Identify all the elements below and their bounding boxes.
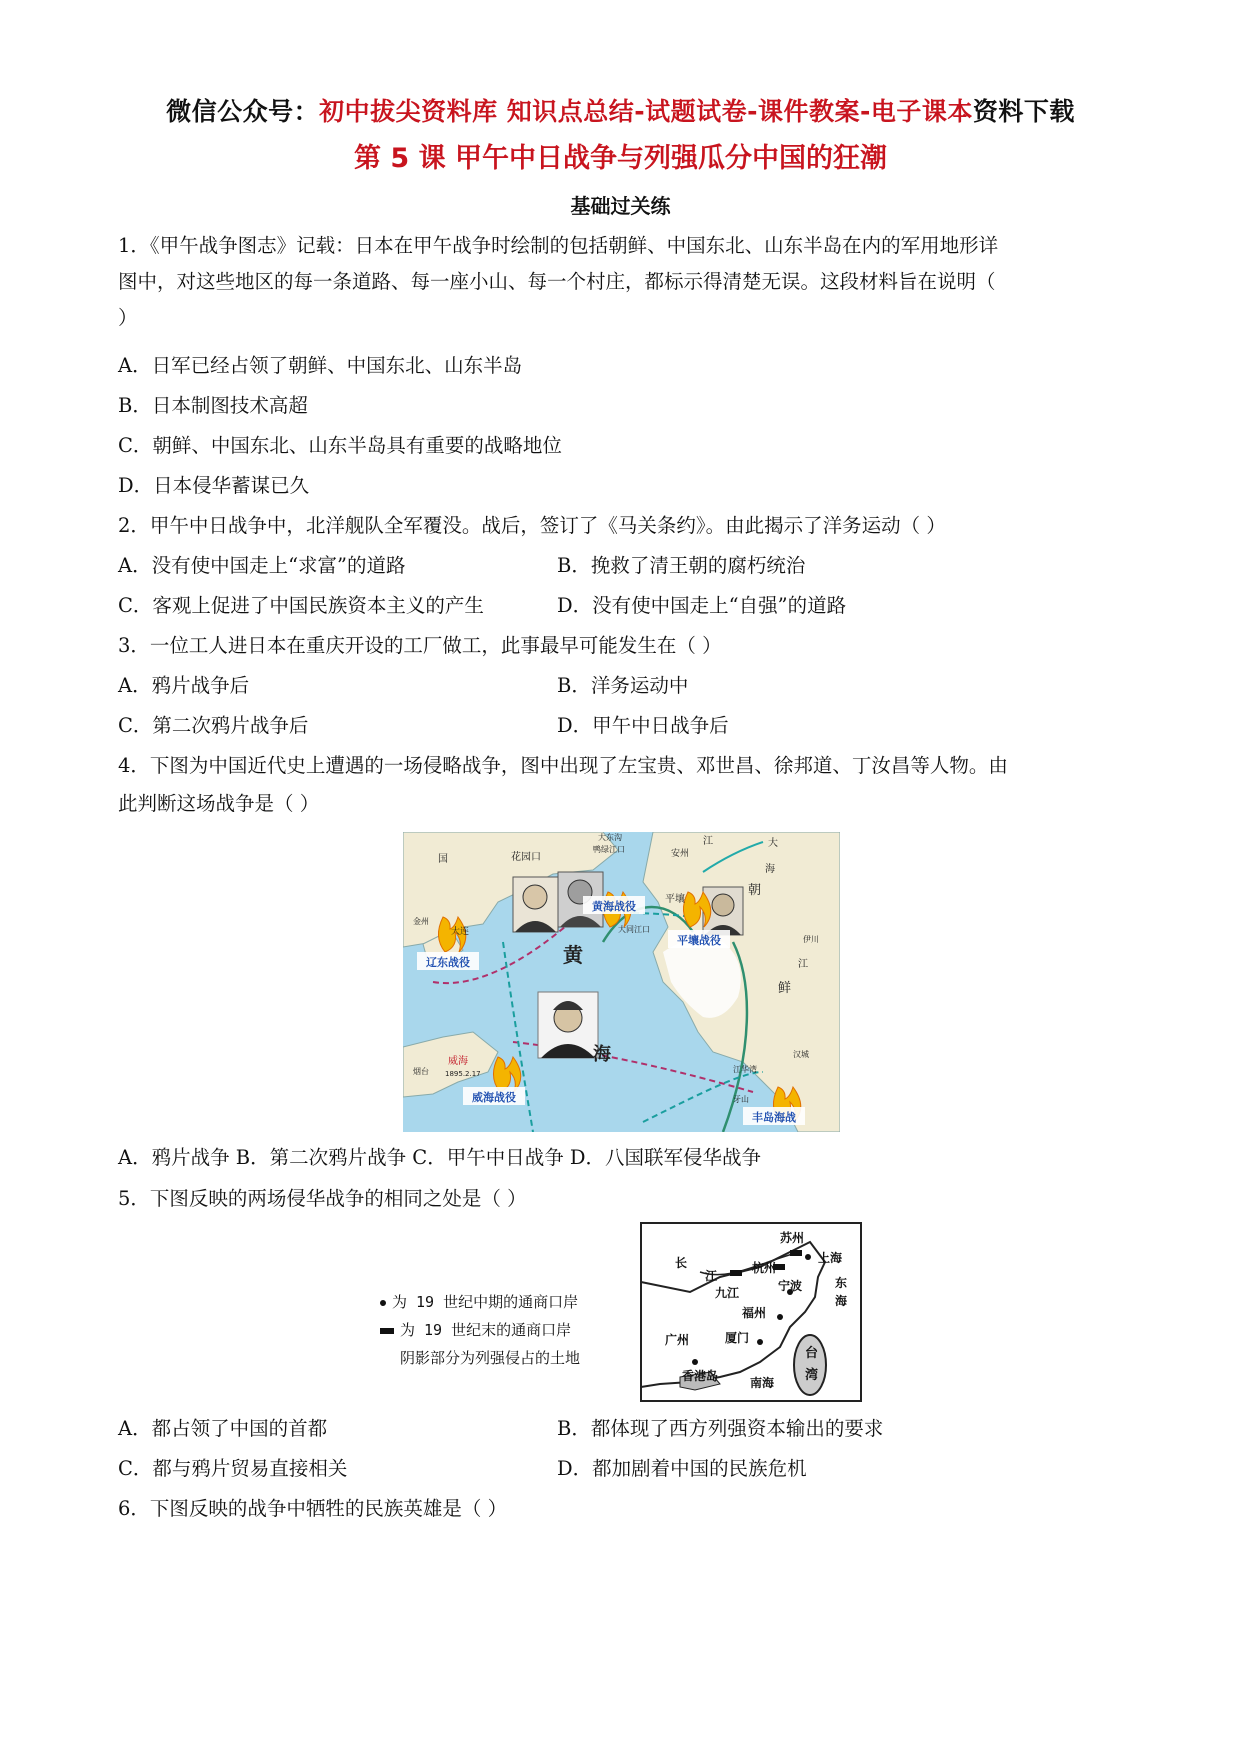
label-ningbo: 宁波 — [778, 1279, 803, 1293]
legend-item-shaded: 阴影部分为列强侵占的土地 — [400, 1349, 581, 1367]
label-huayuankou: 花园口 — [511, 852, 541, 863]
figure-5-legend — [380, 1288, 580, 1372]
label-jiang-2: 江 — [798, 959, 808, 970]
label-yantai: 烟台 — [413, 1067, 429, 1076]
label-guangzhou: 广州 — [665, 1333, 690, 1347]
question-1-line-2: 图中，对这些地区的每一条道路、每一座小山、每一个村庄，都标示得清楚无误。这段材料旨在说明（ — [118, 270, 996, 293]
legend-item-late-century: 为 19 世纪末的通商口岸 — [380, 1316, 580, 1344]
label-tai: 台 — [805, 1346, 819, 1361]
label-xiamen: 厦门 — [725, 1331, 750, 1345]
label-suzhou: 苏州 — [780, 1231, 805, 1245]
sea-label-1: 黄 — [563, 943, 583, 967]
label-dadonggou: 大东沟 — [598, 833, 622, 842]
label-date: 1895.2.17 — [445, 1070, 481, 1078]
question-4-line-2: 此判断这场战争是（ ） — [118, 792, 320, 815]
label-jiang: 江 — [705, 1269, 718, 1283]
question-1-line-3: ） — [118, 306, 138, 329]
question-3-option-d: D．甲午中日战争后 — [557, 714, 729, 737]
question-3-option-c: C．第二次鸦片战争后 — [118, 714, 309, 737]
section-title: 基础过关练 — [570, 194, 671, 218]
dot-marker-icon — [380, 1300, 386, 1306]
port-jiujiang — [730, 1270, 742, 1276]
port-fuzhou — [777, 1314, 783, 1320]
rect-marker-icon — [380, 1328, 394, 1334]
label-yashan: 牙山 — [733, 1095, 749, 1104]
korea-label-2: 鲜 — [778, 981, 792, 996]
label-jianghuawan: 江华湾 — [733, 1065, 757, 1074]
label-hai: 海 — [765, 864, 775, 875]
header-banner — [0, 92, 1241, 128]
label-pingrang: 平壤 — [665, 894, 685, 905]
port-shanghai — [805, 1254, 811, 1260]
header-suffix: 资料下载 — [972, 97, 1075, 126]
question-5-option-c: C．都与鸦片贸易直接相关 — [118, 1457, 348, 1480]
label-shanghai: 上海 — [818, 1251, 843, 1265]
label-jiujiang: 九江 — [715, 1286, 740, 1300]
question-2-option-d: D．没有使中国走上“自强”的道路 — [557, 594, 847, 617]
label-wan: 湾 — [805, 1368, 819, 1383]
label-jinzhou: 金州 — [413, 917, 429, 926]
korea-label-1: 朝 — [748, 883, 762, 898]
question-2-option-c: C．客观上促进了中国民族资本主义的产生 — [118, 594, 484, 617]
label-anzhou: 安州 — [671, 849, 690, 859]
label-da: 大 — [768, 838, 778, 849]
question-5-option-d: D．都加剧着中国的民族危机 — [557, 1457, 807, 1480]
label-yalujiangkou: 鸭绿江口 — [593, 845, 625, 854]
label-datongjiangkou: 大同江口 — [618, 925, 650, 934]
question-2-stem: 2．甲午中日战争中，北洋舰队全军覆没。战后，签订了《马关条约》。由此揭示了洋务运动（ ） — [118, 514, 946, 537]
question-3-option-a: A．鸦片战争后 — [118, 674, 250, 697]
label-hancheng: 汉城 — [793, 1050, 809, 1059]
portrait-1 — [513, 877, 558, 932]
label-donghai-1: 东 — [835, 1276, 848, 1290]
question-1-option-b: B．日本制图技术高超 — [118, 394, 308, 417]
question-2-option-b: B．挽救了清王朝的腐朽统治 — [557, 554, 806, 577]
label-guo: 国 — [438, 854, 448, 865]
battle-label-fengdao: 丰岛海战 — [752, 1111, 796, 1124]
port-suzhou — [790, 1250, 802, 1256]
battle-label-liaodong: 辽东战役 — [426, 956, 470, 969]
portrait-4 — [538, 992, 598, 1058]
battle-label-weihai: 威海战役 — [472, 1091, 516, 1104]
taiwan-island — [794, 1335, 826, 1395]
question-5-option-b: B．都体现了西方列强资本输出的要求 — [557, 1417, 884, 1440]
label-xianggang: 香港岛 — [682, 1369, 719, 1383]
question-4-options: A．鸦片战争 B．第二次鸦片战争 C．甲午中日战争 D．八国联军侵华战争 — [118, 1146, 762, 1169]
label-weihai: 威海 — [448, 1056, 468, 1067]
label-donghai-2: 海 — [835, 1294, 848, 1308]
label-hangzhou: 杭州 — [752, 1261, 777, 1275]
battle-label-pingrang: 平壤战役 — [677, 934, 721, 947]
header-prefix: 微信公众号： — [166, 97, 320, 126]
label-yichuan: 伊川 — [803, 935, 819, 944]
lesson-title: 第 5 课 甲午中日战争与列强瓜分中国的狂潮 — [354, 143, 887, 174]
legend-item-mid-century: 为 19 世纪中期的通商口岸 — [380, 1288, 580, 1316]
label-nanhai: 南海 — [750, 1376, 775, 1390]
question-5-option-a: A．都占领了中国的首都 — [118, 1417, 328, 1440]
question-3-option-b: B．洋务运动中 — [557, 674, 689, 697]
question-2-option-a: A．没有使中国走上“求富”的道路 — [118, 554, 406, 577]
question-1-option-c: C．朝鲜、中国东北、山东半岛具有重要的战略地位 — [118, 434, 562, 457]
port-xiamen — [757, 1339, 763, 1345]
question-1-option-a: A．日军已经占领了朝鲜、中国东北、山东半岛 — [118, 354, 523, 377]
label-dalian: 大连 — [451, 927, 470, 937]
question-6-stem: 6．下图反映的战争中牺牲的民族英雄是（ ） — [118, 1497, 508, 1520]
question-5-stem: 5．下图反映的两场侵华战争的相同之处是（ ） — [118, 1187, 527, 1210]
port-guangzhou — [692, 1359, 698, 1365]
label-fuzhou: 福州 — [742, 1306, 767, 1320]
question-3-stem: 3．一位工人进日本在重庆开设的工厂做工，此事最早可能发生在（ ） — [118, 634, 722, 657]
question-4-line-1: 4．下图为中国近代史上遭遇的一场侵略战争，图中出现了左宝贵、邓世昌、徐邦道、丁汝昌等人物。由 — [118, 754, 1008, 777]
sea-label-2: 海 — [593, 1044, 611, 1065]
label-jiang-1: 江 — [703, 836, 713, 847]
battle-label-huanghai: 黄海战役 — [592, 900, 636, 913]
treaty-ports-map — [640, 1222, 862, 1402]
sino-japanese-war-map — [403, 832, 840, 1132]
label-chang: 长 — [675, 1256, 688, 1270]
header-red-text: 初中拔尖资料库 知识点总结-试题试卷-课件教案-电子课本 — [319, 97, 973, 126]
question-1-option-d: D．日本侵华蓄谋已久 — [118, 474, 310, 497]
question-1-line-1: 1．《甲午战争图志》记载：日本在甲午战争时绘制的包括朝鲜、中国东北、山东半岛在内的军用地形详 — [118, 234, 999, 257]
